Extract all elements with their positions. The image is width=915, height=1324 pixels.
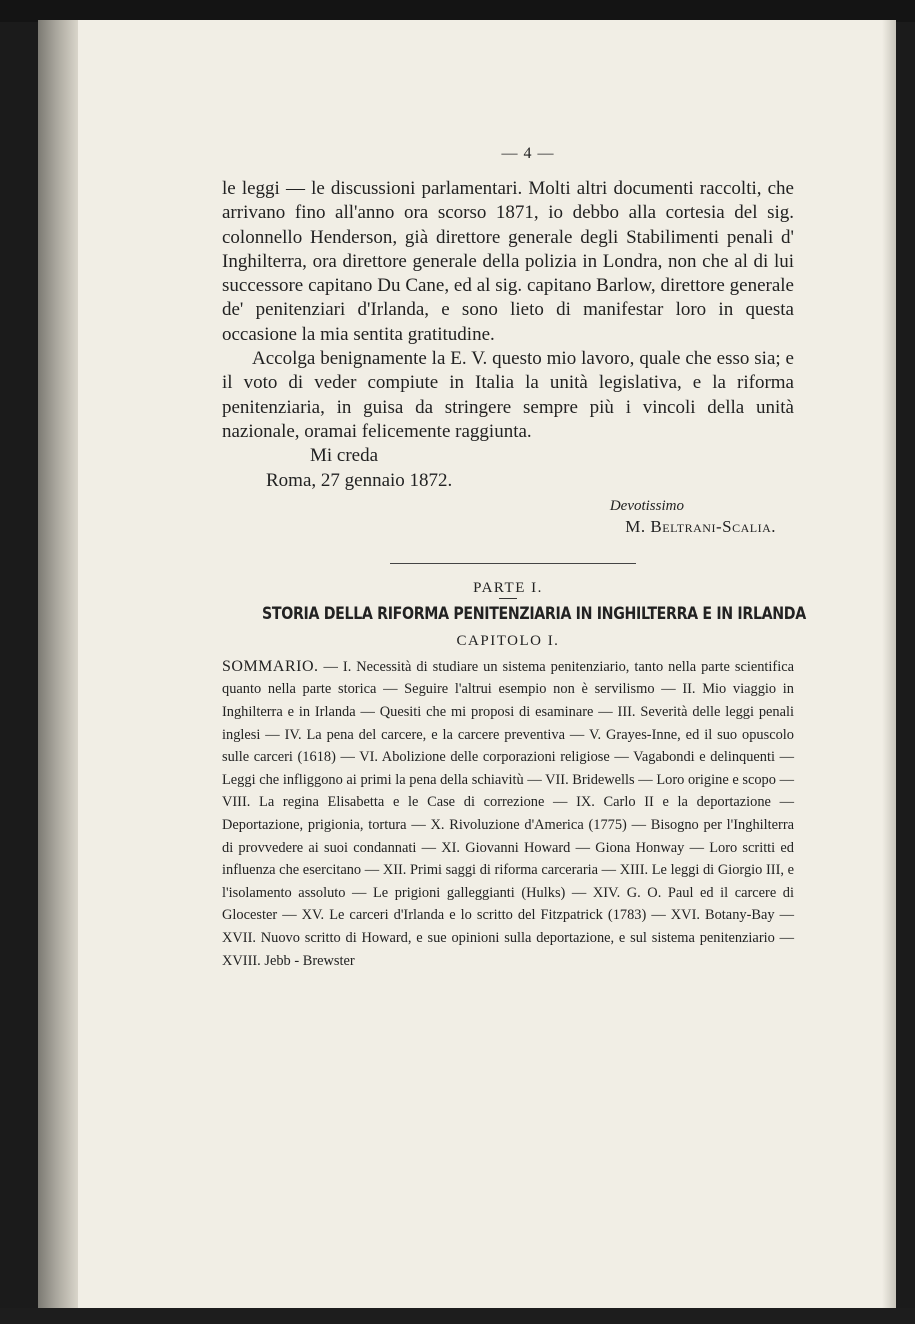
page-edge-right [882,20,896,1308]
page-number: — 4 — [501,145,555,162]
closing-mi-creda: Mi creda [310,445,379,467]
page-content [222,145,806,972]
chapter-summary [222,656,794,972]
letter-closing [222,444,794,493]
chapter-heading: CAPITOLO I. [456,632,560,649]
scan-border-top [0,0,915,22]
section-divider [390,563,636,564]
paragraph-1: le leggi — le discussioni parlamentari. Molti altri documenti raccolti, che arrivano fino all'anno ora scorso 1871, io debbo alla cortesia del sig. colonnello Henderson, già direttore generale degli Stabilimenti penali d' Inghilterra, ora direttore generale della polizia in Londra, non che al di lui successore capitano Du Cane, ed al sig. capitano Barlow, direttore generale de' penitenziari d'Irlanda, e sono lieto di manifestar loro in questa occasione la mia sentita gratitudine. [222,178,794,345]
part-title: STORIA DELLA RIFORMA PENITENZIARIA IN INGHILTERRA E IN IRLANDA [262,603,806,623]
summary-text: — I. Necessità di studiare un sistema penitenziario, tanto nella parte scientifica quanto nella parte storica — Seguire l'altrui esempio non è servilismo — II. Mio viaggio in Inghilterra e in Irlanda — Quesiti che mi proposi di esaminare — III. Severità delle leggi penali inglesi — IV. La pena del carcere, e la carcere preventiva — V. Grayes-Inne, ed il suo opuscolo sulle carceri (1618) — VI. Abolizione delle corporazioni religiose — Vagabondi e delinquenti — Leggi che infliggono ai primi la pena della schiavitù — VII. Bridewells — Loro origine e scopo — VIII. La regina Elisabetta e le Case di correzione — IX. Carlo II e la deportazione — Deportazione, prigionia, tortura — X. Rivoluzione d'America (1775) — Bisogno per l'Inghilterra di provvedere ai suoi condannati — XI. Giovanni Howard — Giona Honway — Loro scritti ed influenza che esercitano — XII. Primi saggi di riforma carceraria — XIII. Le leggi di Giorgio III, e l'isolamento assoluto — Le prigioni galleggianti (Hulks) — XIV. G. O. Paul ed il carcere di Glocester — XV. Le carceri d'Irlanda e lo scritto del Fitzpatrick (1783) — XVI. Botany-Bay — XVII. Nuovo scritto di Howard, e sue opinioni sulla deportazione, e sul sistema penitenziario — XVIII. Jebb - Brewster [222,658,794,969]
part-heading-rule [499,598,517,599]
main-text [222,177,794,444]
page-gutter-shadow [38,20,78,1308]
author-signature: M. Beltrani-Scalia. [625,516,776,536]
part-heading: PARTE I. [473,579,543,596]
summary-label: SOMMARIO. [222,657,319,675]
scan-border-bottom [0,1308,915,1324]
closing-devotissimo: Devotissimo [609,497,684,514]
closing-place-date: Roma, 27 gennaio 1872. [266,469,453,491]
paragraph-2: Accolga benignamente la E. V. questo mio lavoro, quale che esso sia; e il voto di veder compiute in Italia la unità legislativa, e la riforma penitenziaria, in guisa da stringere sempre più i vincoli della unità nazionale, oramai felicemente raggiunta. [222,348,794,442]
